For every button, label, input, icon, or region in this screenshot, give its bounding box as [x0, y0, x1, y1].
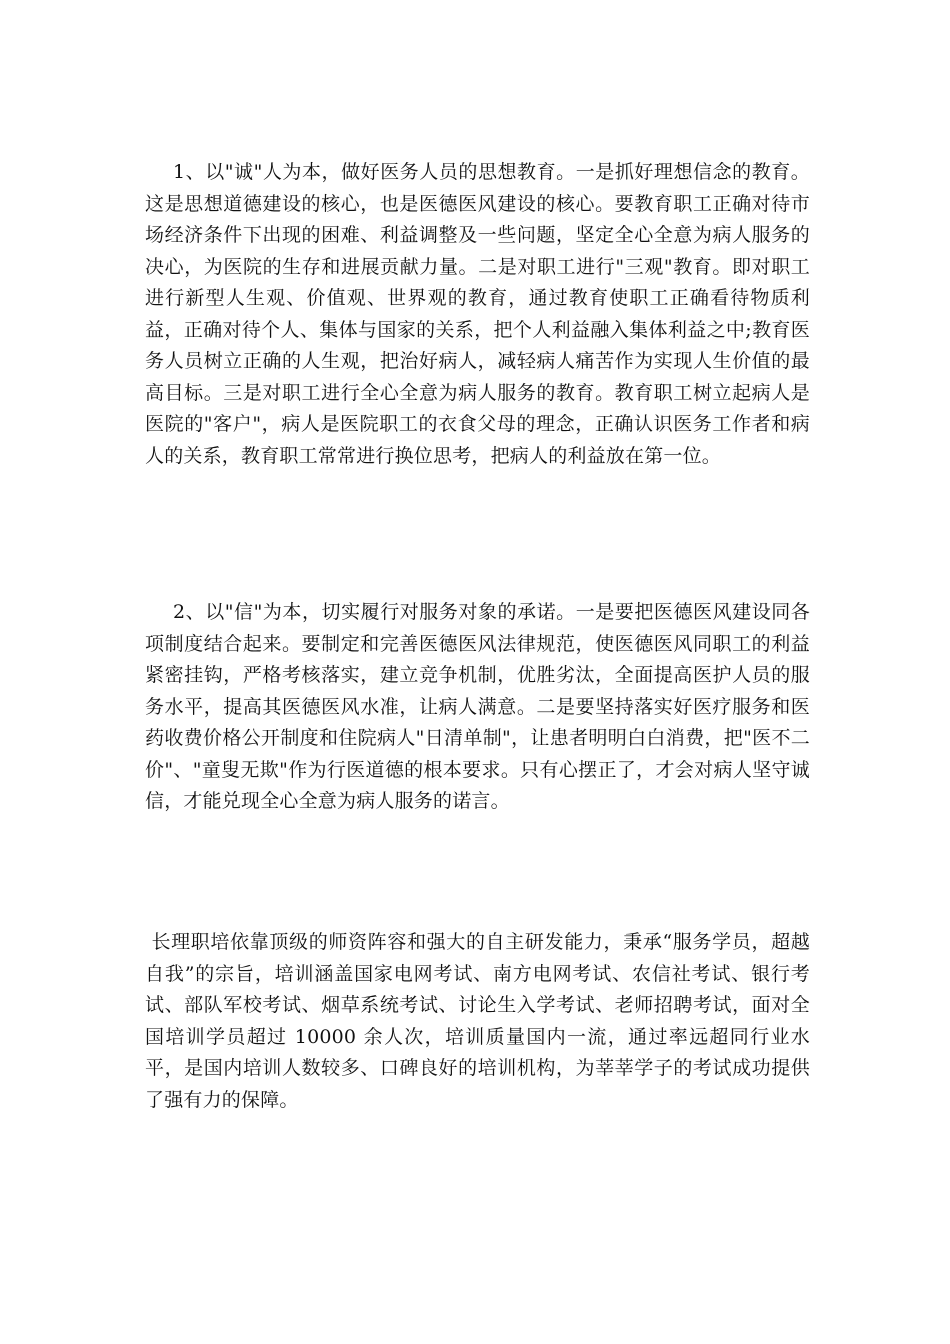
paragraph-2	[145, 597, 810, 818]
paragraph-2-text: 2、以"信"为本，切实履行对服务对象的承诺。一是要把医德医风建设同各项制度结合起来。要制定和完善医德医风法律规范，使医德医风同职工的利益紧密挂钩，严格考核落实，建立竞争机制，优胜劣汰，全面提高医护人员的服务水平，提高其医德医风水准，让病人满意。二是要坚持落实好医疗服务和医药收费价格公开制度和住院病人"日清单制"，让患者明明白白消费，把"医不二价"、"童叟无欺"作为行医道德的根本要求。只有心摆正了，才会对病人坚守诚信，才能兑现全心全意为病人服务的诺言。	[145, 601, 810, 812]
paragraph-3	[145, 927, 810, 1116]
paragraph-3-text: 长理职培依靠顶级的师资阵容和强大的自主研发能力，秉承“服务学员，超越自我”的宗旨，培训涵盖国家电网考试、南方电网考试、农信社考试、银行考试、部队军校考试、烟草系统考试、讨论生入学考试、老师招聘考试，面对全国培训学员超过 10000 余人次，培训质量国内一流，通过率远超同行业水平，是国内培训人数较多、口碑良好的培训机构，为莘莘学子的考试成功提供了强有力的保障。	[145, 931, 810, 1111]
paragraph-1	[145, 157, 810, 472]
paragraph-1-text: 1、以"诚"人为本，做好医务人员的思想教育。一是抓好理想信念的教育。这是思想道德建设的核心，也是医德医风建设的核心。要教育职工正确对待市场经济条件下出现的困难、利益调整及一些问题，坚定全心全意为病人服务的决心，为医院的生存和进展贡献力量。二是对职工进行"三观"教育。即对职工进行新型人生观、价值观、世界观的教育，通过教育使职工正确看待物质利益，正确对待个人、集体与国家的关系，把个人利益融入集体利益之中;教育医务人员树立正确的人生观，把治好病人，减轻病人痛苦作为实现人生价值的最高目标。三是对职工进行全心全意为病人服务的教育。教育职工树立起病人是医院的"客户"，病人是医院职工的衣食父母的理念，正确认识医务工作者和病人的关系，教育职工常常进行换位思考，把病人的利益放在第一位。	[145, 161, 810, 467]
